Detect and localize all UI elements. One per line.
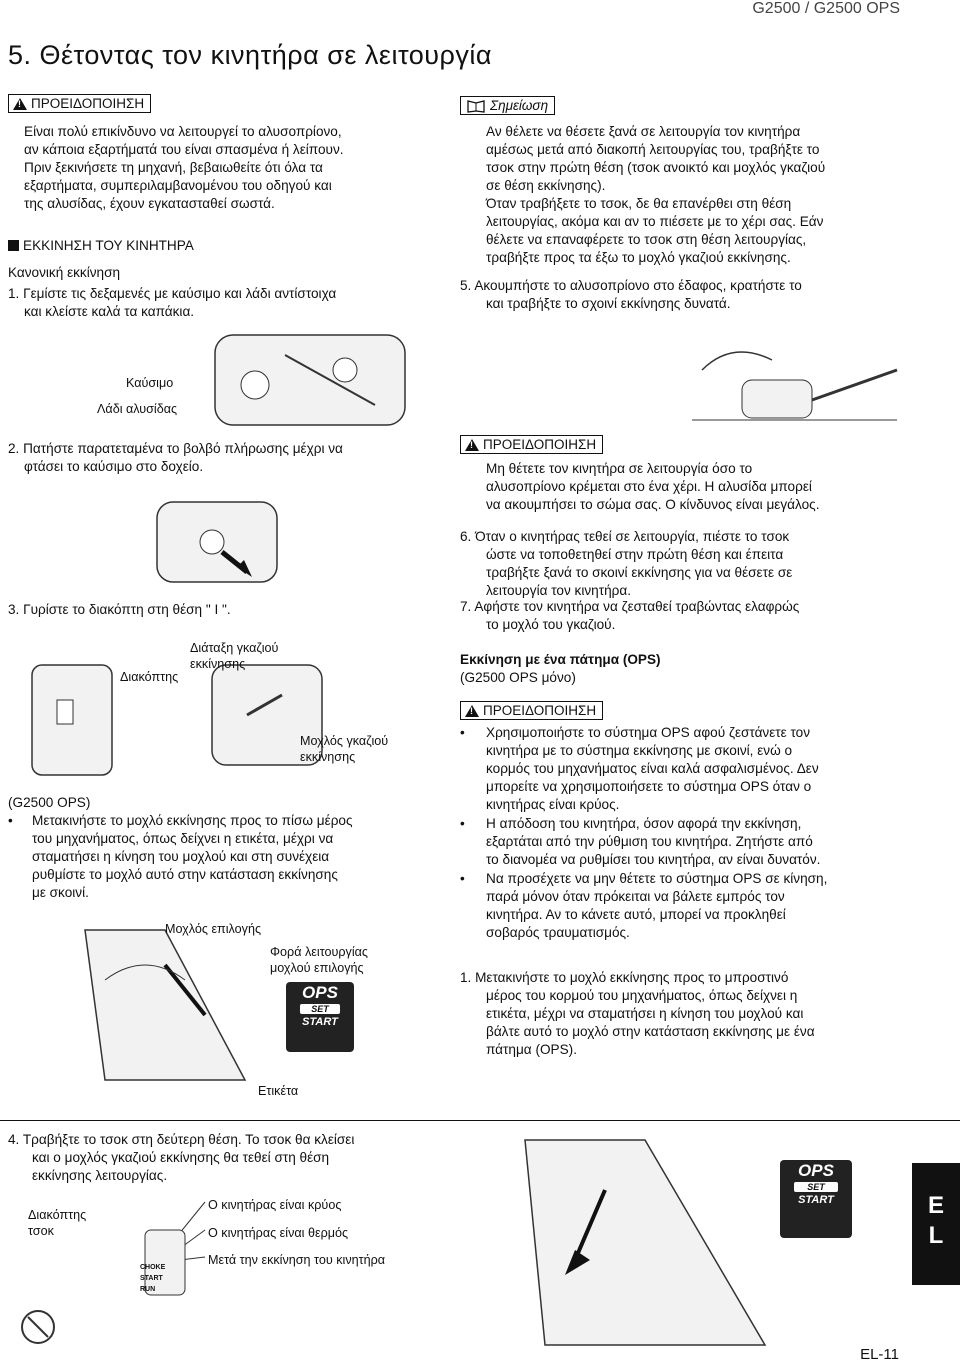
- warning-bullets: • Χρησιμοποιήστε το σύστημα OPS αφού ζεστάνετε τον κινητήρα με το σύστημα εκκίνησης με σκοινί, ενώ ο κορμός του μηχανήματος είναι καλά ασφαλισμένος. Δεν μπορείτε να χρησιμοποιήσετε το σύστημα OPS όταν ο κινητήρας είναι κρύος. • Η απόδοση του κινητήρα, όσον αφορά την εκκίνηση, εξαρτάται από την ρύθμιση του κινητήρα. Ζητήστε από το διανομέα να ρυθμίσει του κινητήρα, αν είναι δυνατόν. • Να προσέχετε να μην θέτετε το σύστημα OPS σε κίνηση, παρά μόνον όταν πρόκειται να βάλετε εμπρός τον κινητήρα. Αν το κάνετε αυτό, μπορεί να προκληθεί σοβαρός τραυματισμός.: [460, 725, 828, 940]
- divider: [0, 1120, 960, 1121]
- warning-text-2: [486, 460, 820, 514]
- tab-letter: L: [928, 1222, 944, 1249]
- ops-step-1: [460, 969, 815, 1059]
- text-line: κινητήρα. Αν το κάνετε αυτό, μπορεί να προκληθεί: [486, 907, 786, 922]
- text-line: βάλτε αυτό το μοχλό στην κατάσταση εκκίνησης με ένα: [486, 1024, 815, 1039]
- label-direction: [270, 944, 368, 976]
- text-line: κορμός του μηχανήματος είναι καλά ασφαλισμένος. Δεν: [486, 761, 819, 776]
- text-line: 6. Όταν ο κινητήρας τεθεί σε λειτουργία, πιέστε το τσοκ: [460, 529, 790, 544]
- text-line: ώστε να τοποθετηθεί στην πρώτη θέση και έπειτα: [486, 547, 784, 562]
- note-label: Σημείωση: [490, 98, 549, 113]
- choke-mark: CHOKE: [140, 1264, 166, 1271]
- text-line: εκκίνησης: [300, 750, 356, 764]
- language-tab: [912, 1163, 960, 1285]
- warning-label: ΠΡΟΕΙΔΟΠΟΙΗΣΗ: [31, 96, 145, 111]
- text-line: Διάταξη γκαζιού: [190, 641, 279, 655]
- ops-sticker-bottom: START: [302, 1016, 338, 1028]
- step-4: [8, 1131, 354, 1185]
- step-2: [8, 440, 343, 476]
- ops-sticker: [286, 982, 354, 1052]
- label-choke-switch: [28, 1207, 86, 1239]
- ops-sticker-bottom: START: [798, 1194, 834, 1206]
- text-line: αλυσοπρίονο κρέμεται στο ένα χέρι. Η αλυσίδα μπορεί: [486, 479, 812, 494]
- text-line: πάτημα (OPS).: [486, 1042, 577, 1057]
- ops-heading: Εκκίνηση με ένα πάτημα (OPS): [460, 652, 661, 667]
- label-choke-lever: [300, 733, 388, 765]
- text-line: Πριν ξεκινήσετε τη μηχανή, βεβαιωθείτε ότι όλα τα: [24, 160, 323, 175]
- warning-label: ΠΡΟΕΙΔΟΠΟΙΗΣΗ: [483, 437, 597, 452]
- text-line: Να προσέχετε να μην θέτετε το σύστημα OPS σε κίνηση,: [486, 871, 828, 886]
- warning-icon: [465, 439, 479, 451]
- choke-knob-icon: [20, 1305, 60, 1350]
- text-line: και ο μοχλός γκαζιού εκκίνησης θα τεθεί στη θέση: [32, 1150, 330, 1165]
- text-line: 5. Ακουμπήστε το αλυσοπρίονο στο έδαφος, κρατήστε το: [460, 278, 802, 293]
- text-line: εξαρτήματα, συμπεριλαμβανομένου του οδηγού και: [24, 178, 332, 193]
- step-1: [8, 285, 336, 321]
- text-line: παρά μόνον όταν πρόκειται να βάλετε εμπρός τον: [486, 889, 785, 904]
- label-warm: Ο κινητήρας είναι θερμός: [208, 1226, 349, 1240]
- text-line: σοβαρός τραυματισμός.: [486, 925, 630, 940]
- label-cold: Ο κινητήρας είναι κρύος: [208, 1198, 342, 1212]
- note-box: [460, 96, 555, 115]
- text-line: Η απόδοση του κινητήρα, όσον αφορά την εκκίνηση,: [486, 816, 802, 831]
- text-line: 7. Αφήστε τον κινητήρα να ζεσταθεί τραβώντας ελαφρώς: [460, 599, 800, 614]
- choke-switch-illustration: [22, 645, 342, 780]
- text-line: θέλετε να επαναφέρετε το τσοκ στη θέση λειτουργίας,: [486, 232, 807, 247]
- ops-sticker-mid: SET: [300, 1004, 340, 1014]
- warning-box-2: [460, 435, 603, 454]
- section-heading-text: ΕΚΚΙΝΗΣΗ ΤΟΥ ΚΙΝΗΤΗΡΑ: [23, 238, 194, 253]
- ops-sticker-top: OPS: [302, 983, 338, 1002]
- text-line: ετικέτα, μέχρι να σταματήσει η κίνηση του μοχλού και: [486, 1006, 804, 1021]
- text-line: Είναι πολύ επικίνδυνο να λειτουργεί το αλυσοπρίονο,: [24, 124, 342, 139]
- warning-label: ΠΡΟΕΙΔΟΠΟΙΗΣΗ: [483, 703, 597, 718]
- text-line: κινητήρα με το σύστημα εκκίνησης με σκοινί, ενώ ο: [486, 743, 793, 758]
- text-line: μοχλού επιλογής: [270, 961, 364, 975]
- text-line: Μετακινήστε το μοχλό εκκίνησης προς το πίσω μέρος: [32, 813, 353, 828]
- text-line: τσοκ: [28, 1224, 54, 1238]
- text-line: σταματήσει η κίνηση του μοχλού και στη συνέχεια: [32, 849, 330, 864]
- text-line: τραβήξτε προς τα έξω το μοχλό γκαζιού εκκίνησης.: [486, 250, 791, 265]
- text-line: εκκίνησης: [190, 657, 246, 671]
- text-line: με σκοινί.: [32, 885, 89, 900]
- text-line: του μηχανήματος, όπως δείχνει η ετικέτα, μέχρι να: [32, 831, 334, 846]
- choke-positions-illustration: [120, 1190, 215, 1300]
- ops-subheading: (G2500 OPS μόνο): [460, 670, 576, 685]
- text-line: λειτουργίας, ακόμα και αν το πιέσετε με το χέρι σας. Εάν: [486, 214, 824, 229]
- text-line: τσοκ στην πρώτη θέση (τσοκ ανοικτό και μοχλός γκαζιού: [486, 160, 826, 175]
- text-line: φτάσει το καύσιμο στο δοχείο.: [24, 459, 204, 474]
- text-line: Χρησιμοποιήστε το σύστημα OPS αφού ζεστάνετε τον: [486, 725, 811, 740]
- text-line: αμέσως μετά από διακοπή λειτουργίας του, τραβήξτε το: [486, 142, 820, 157]
- text-line: Φορά λειτουργίας: [270, 945, 369, 959]
- label-choke-device: [190, 640, 278, 672]
- text-line: και τραβήξτε το σχοινί εκκίνησης δυνατά.: [486, 296, 731, 311]
- text-line: μέρος του κορμού του μηχανήματος, όπως δείχνει η: [486, 988, 798, 1003]
- text-line: τραβήξτε ξανά το σκοινί εκκίνησης για να θέσετε σε: [486, 565, 793, 580]
- label-sticker: Ετικέτα: [258, 1084, 299, 1098]
- text-line: να ακουμπήσει το σώμα σας. Ο κίνδυνος είναι μεγάλος.: [486, 497, 820, 512]
- text-line: κινητήρας είναι κρύος.: [486, 797, 620, 812]
- select-lever-illustration: [65, 920, 275, 1090]
- note-book-icon: [467, 99, 485, 113]
- page-number: EL-11: [860, 1346, 899, 1363]
- section-heading: [8, 237, 194, 255]
- label-after: Μετά την εκκίνηση του κινητήρα: [208, 1253, 386, 1267]
- text-line: εκκίνησης λειτουργίας.: [32, 1168, 168, 1183]
- ops-para: • Μετακινήστε το μοχλό εκκίνησης προς το πίσω μέρος του μηχανήματος, όπως δείχνει η ετικέτα, μέχρι να σταματήσει η κίνηση του μοχλού και στη συνέχεια ρυθμίστε το μοχλό αυτό στην κατάσταση εκκίνησης με σκοινί.: [8, 813, 353, 900]
- switch-marks: [140, 1262, 165, 1295]
- tab-letter: E: [927, 1192, 944, 1219]
- label-switch: Διακόπτης: [120, 670, 179, 684]
- step-5: [460, 277, 802, 313]
- text-line: Αν θέλετε να θέσετε ξανά σε λειτουργία τον κινητήρα: [486, 124, 801, 139]
- label-fuel: Καύσιμο: [126, 376, 174, 390]
- pull-start-illustration: [682, 330, 904, 440]
- start-mark: START: [140, 1275, 163, 1282]
- text-line: το μοχλό του γκαζιού.: [486, 617, 616, 632]
- text-line: μπορείτε να χρησιμοποιήσετε το σύστημα OPS όταν ο: [486, 779, 812, 794]
- ops-heading-left: (G2500 OPS): [8, 795, 91, 810]
- warning-icon: [13, 98, 27, 110]
- text-line: εξαρτάται από την ρύθμιση του κινητήρα. Ζητήστε από: [486, 834, 813, 849]
- ops-lever-front-illustration: [515, 1130, 775, 1355]
- step-6: [460, 528, 792, 600]
- text-line: Όταν τραβήξετε το τσοκ, δε θα επανέρθει στη θέση: [486, 196, 792, 211]
- text-line: Μη θέτετε τον κινητήρα σε λειτουργία όσο το: [486, 461, 753, 476]
- ops-sticker-large: [780, 1160, 852, 1238]
- text-line: ρυθμίστε το μοχλό αυτό στην κατάσταση εκκίνησης: [32, 867, 338, 882]
- text-line: Μοχλός γκαζιού: [300, 734, 389, 748]
- model-name: G2500 / G2500 OPS: [752, 0, 900, 17]
- fuel-tank-illustration: [195, 325, 425, 433]
- text-line: λειτουργία τον κινητήρα.: [486, 583, 632, 598]
- note-text: [486, 123, 825, 267]
- text-line: Διακόπτης: [28, 1208, 87, 1222]
- text-line: αν κάποια εξαρτήματά του είναι σπασμένα ή λείπουν.: [24, 142, 344, 157]
- warning-box-3: [460, 701, 603, 720]
- text-line: 1. Γεμίστε τις δεξαμενές με καύσιμο και λάδι αντίστοιχα: [8, 286, 337, 301]
- text-line: το διανομέα να ρυθμίσει του κινητήρα, αν είναι δυνατόν.: [486, 852, 821, 867]
- label-oil: Λάδι αλυσίδας: [97, 402, 178, 416]
- square-bullet-icon: [8, 240, 19, 251]
- subheading: Κανονική εκκίνηση: [8, 265, 121, 280]
- text-line: 1. Μετακινήστε το μοχλό εκκίνησης προς το μπροστινό: [460, 970, 789, 985]
- label-select-lever: Μοχλός επιλογής: [165, 922, 262, 936]
- run-mark: RUN: [140, 1286, 156, 1293]
- page-title: 5. Θέτοντας τον κινητήρα σε λειτουργία: [8, 40, 492, 70]
- warning-text-1: [24, 123, 344, 213]
- primer-bulb-illustration: [152, 492, 298, 592]
- ops-sticker-mid: SET: [794, 1182, 838, 1192]
- warning-box-1: [8, 94, 151, 113]
- text-line: 4. Τραβήξτε το τσοκ στη δεύτερη θέση. Το τσοκ θα κλείσει: [8, 1132, 355, 1147]
- text-line: και κλείστε καλά τα καπάκια.: [24, 304, 195, 319]
- step-3: 3. Γυρίστε το διακόπτη στη θέση " I ".: [8, 602, 231, 617]
- ops-sticker-top: OPS: [798, 1161, 834, 1180]
- text-line: σε θέση εκκίνησης).: [486, 178, 606, 193]
- text-line: της αλυσίδας, έχουν εγκατασταθεί σωστά.: [24, 196, 275, 211]
- text-line: 2. Πατήστε παρατεταμένα το βολβό πλήρωσης μέχρι να: [8, 441, 343, 456]
- warning-icon: [465, 705, 479, 717]
- step-7: [460, 598, 799, 634]
